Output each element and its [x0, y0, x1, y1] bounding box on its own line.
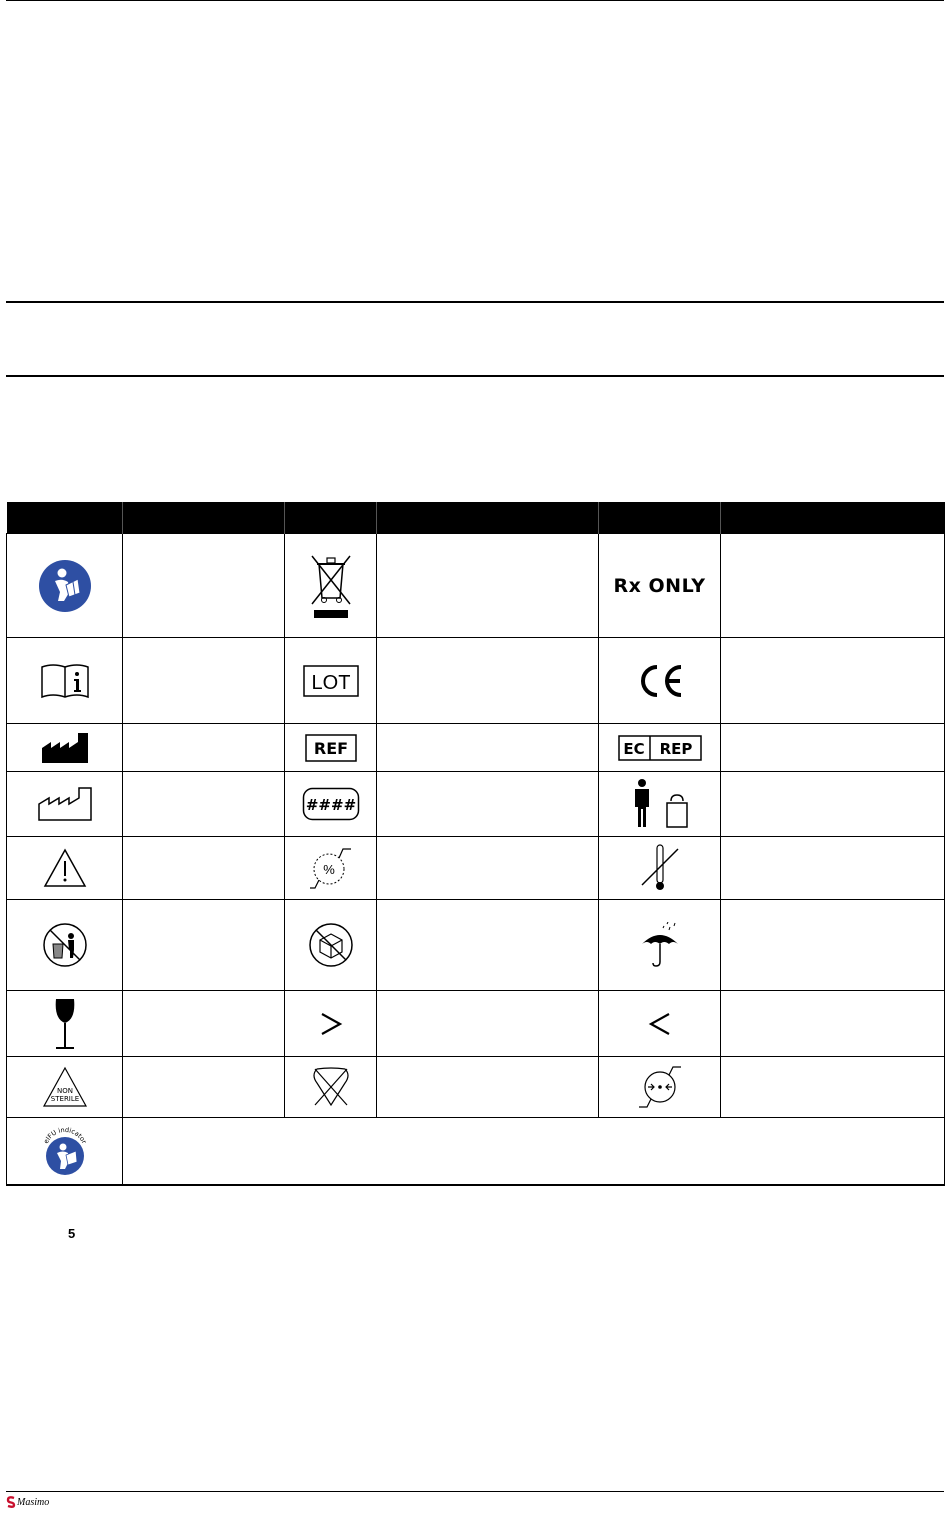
symbol-cell — [285, 772, 377, 837]
table-row — [7, 638, 945, 724]
masimo-logo-icon — [6, 1496, 16, 1508]
body-weight-icon — [629, 779, 691, 829]
masimo-logo-text: Masimo — [17, 1496, 50, 1508]
lot-code-label: LOT — [311, 671, 350, 694]
section-rule-bottom — [6, 375, 944, 377]
description-cell — [123, 900, 285, 991]
ec-rep-icon — [618, 735, 702, 761]
temperature-limit-icon — [640, 843, 680, 893]
symbol-cell — [285, 638, 377, 724]
header-description-2 — [377, 502, 599, 534]
description-cell — [377, 837, 599, 900]
description-cell — [123, 991, 285, 1057]
ref-catalog-icon — [305, 734, 357, 762]
humidity-percent-label: % — [322, 862, 335, 877]
symbol-cell — [7, 638, 123, 724]
description-cell — [721, 837, 945, 900]
follow-instructions-blue-icon — [38, 559, 92, 613]
symbol-cell — [599, 1057, 721, 1118]
table-row — [7, 1057, 945, 1118]
symbol-cell — [285, 534, 377, 638]
symbol-cell — [7, 991, 123, 1057]
symbol-cell — [285, 1057, 377, 1118]
description-cell — [377, 772, 599, 837]
header-symbol-2 — [285, 502, 377, 534]
symbol-cell — [285, 991, 377, 1057]
less-than-icon — [645, 1009, 675, 1039]
symbol-cell — [285, 724, 377, 772]
description-cell — [721, 1057, 945, 1118]
table-row — [7, 1118, 945, 1185]
table-row — [7, 534, 945, 638]
fragile-glass-icon — [50, 997, 80, 1051]
symbol-cell — [7, 772, 123, 837]
description-cell — [721, 638, 945, 724]
description-cell — [377, 724, 599, 772]
description-cell — [123, 1057, 285, 1118]
do-not-use-damaged-package-icon — [308, 922, 354, 968]
sterile-label: STERILE — [50, 1095, 79, 1103]
description-cell — [377, 991, 599, 1057]
header-description-3 — [721, 502, 945, 534]
caution-triangle-icon — [43, 848, 87, 888]
symbols-table — [6, 502, 945, 1186]
non-label: NON — [56, 1087, 73, 1095]
humidity-limit-icon — [309, 845, 353, 891]
description-cell — [123, 772, 285, 837]
description-cell — [377, 638, 599, 724]
description-cell — [123, 724, 285, 772]
symbol-cell — [285, 837, 377, 900]
symbol-cell — [599, 534, 721, 638]
description-cell — [721, 534, 945, 638]
symbol-cell — [7, 837, 123, 900]
description-cell — [721, 772, 945, 837]
section-rule-top — [6, 301, 944, 303]
greater-than-icon — [316, 1009, 346, 1039]
ref-catalog-label: REF — [313, 738, 348, 758]
date-of-manufacture-icon — [37, 786, 93, 822]
description-cell — [123, 534, 285, 638]
symbol-cell — [7, 1118, 123, 1185]
ec-label: EC — [622, 739, 645, 758]
top-rule — [6, 0, 944, 1]
description-cell — [721, 724, 945, 772]
header-symbol-3 — [599, 502, 721, 534]
table-row — [7, 900, 945, 991]
no-trash-disposal-icon — [42, 922, 88, 968]
ce-mark-icon — [635, 663, 685, 699]
description-cell — [377, 534, 599, 638]
symbol-cell — [599, 772, 721, 837]
table-header-row — [7, 502, 945, 534]
symbol-cell — [7, 724, 123, 772]
not-natural-latex-icon — [311, 1065, 351, 1109]
weee-crossed-bin-icon — [308, 552, 354, 620]
symbol-cell — [599, 638, 721, 724]
symbol-cell — [599, 900, 721, 991]
description-cell — [721, 900, 945, 991]
table-row — [7, 724, 945, 772]
symbol-cell — [7, 900, 123, 991]
eifu-indicator-icon — [39, 1125, 91, 1177]
table-row — [7, 772, 945, 837]
description-cell — [123, 837, 285, 900]
description-cell — [377, 900, 599, 991]
header-symbol-1 — [7, 502, 123, 534]
lot-code-icon — [303, 665, 359, 697]
symbol-cell — [7, 534, 123, 638]
manufacturer-icon — [41, 732, 89, 764]
eifu-indicator-label: eIFU indicator — [41, 1125, 88, 1145]
description-cell — [721, 991, 945, 1057]
model-number-label: #### — [305, 796, 356, 814]
eifu-description-cell — [123, 1118, 945, 1185]
table-row — [7, 991, 945, 1057]
consult-instructions-book-icon — [40, 663, 90, 699]
description-cell — [123, 638, 285, 724]
model-number-icon — [302, 787, 360, 821]
keep-dry-umbrella-icon — [639, 922, 681, 968]
table-row — [7, 837, 945, 900]
symbol-cell — [7, 1057, 123, 1118]
footer-rule — [6, 1491, 944, 1492]
symbol-cell — [285, 900, 377, 991]
non-sterile-icon — [42, 1066, 88, 1108]
symbol-cell — [599, 991, 721, 1057]
atmospheric-pressure-limit-icon — [636, 1063, 684, 1111]
rep-label: REP — [659, 739, 692, 758]
symbol-cell — [599, 724, 721, 772]
header-description-1 — [123, 502, 285, 534]
masimo-logo — [6, 1496, 49, 1508]
symbol-cell — [599, 837, 721, 900]
description-cell — [377, 1057, 599, 1118]
footnote-mark: 5 — [68, 1226, 76, 1241]
rx-only-label: Rx ONLY — [613, 574, 706, 597]
